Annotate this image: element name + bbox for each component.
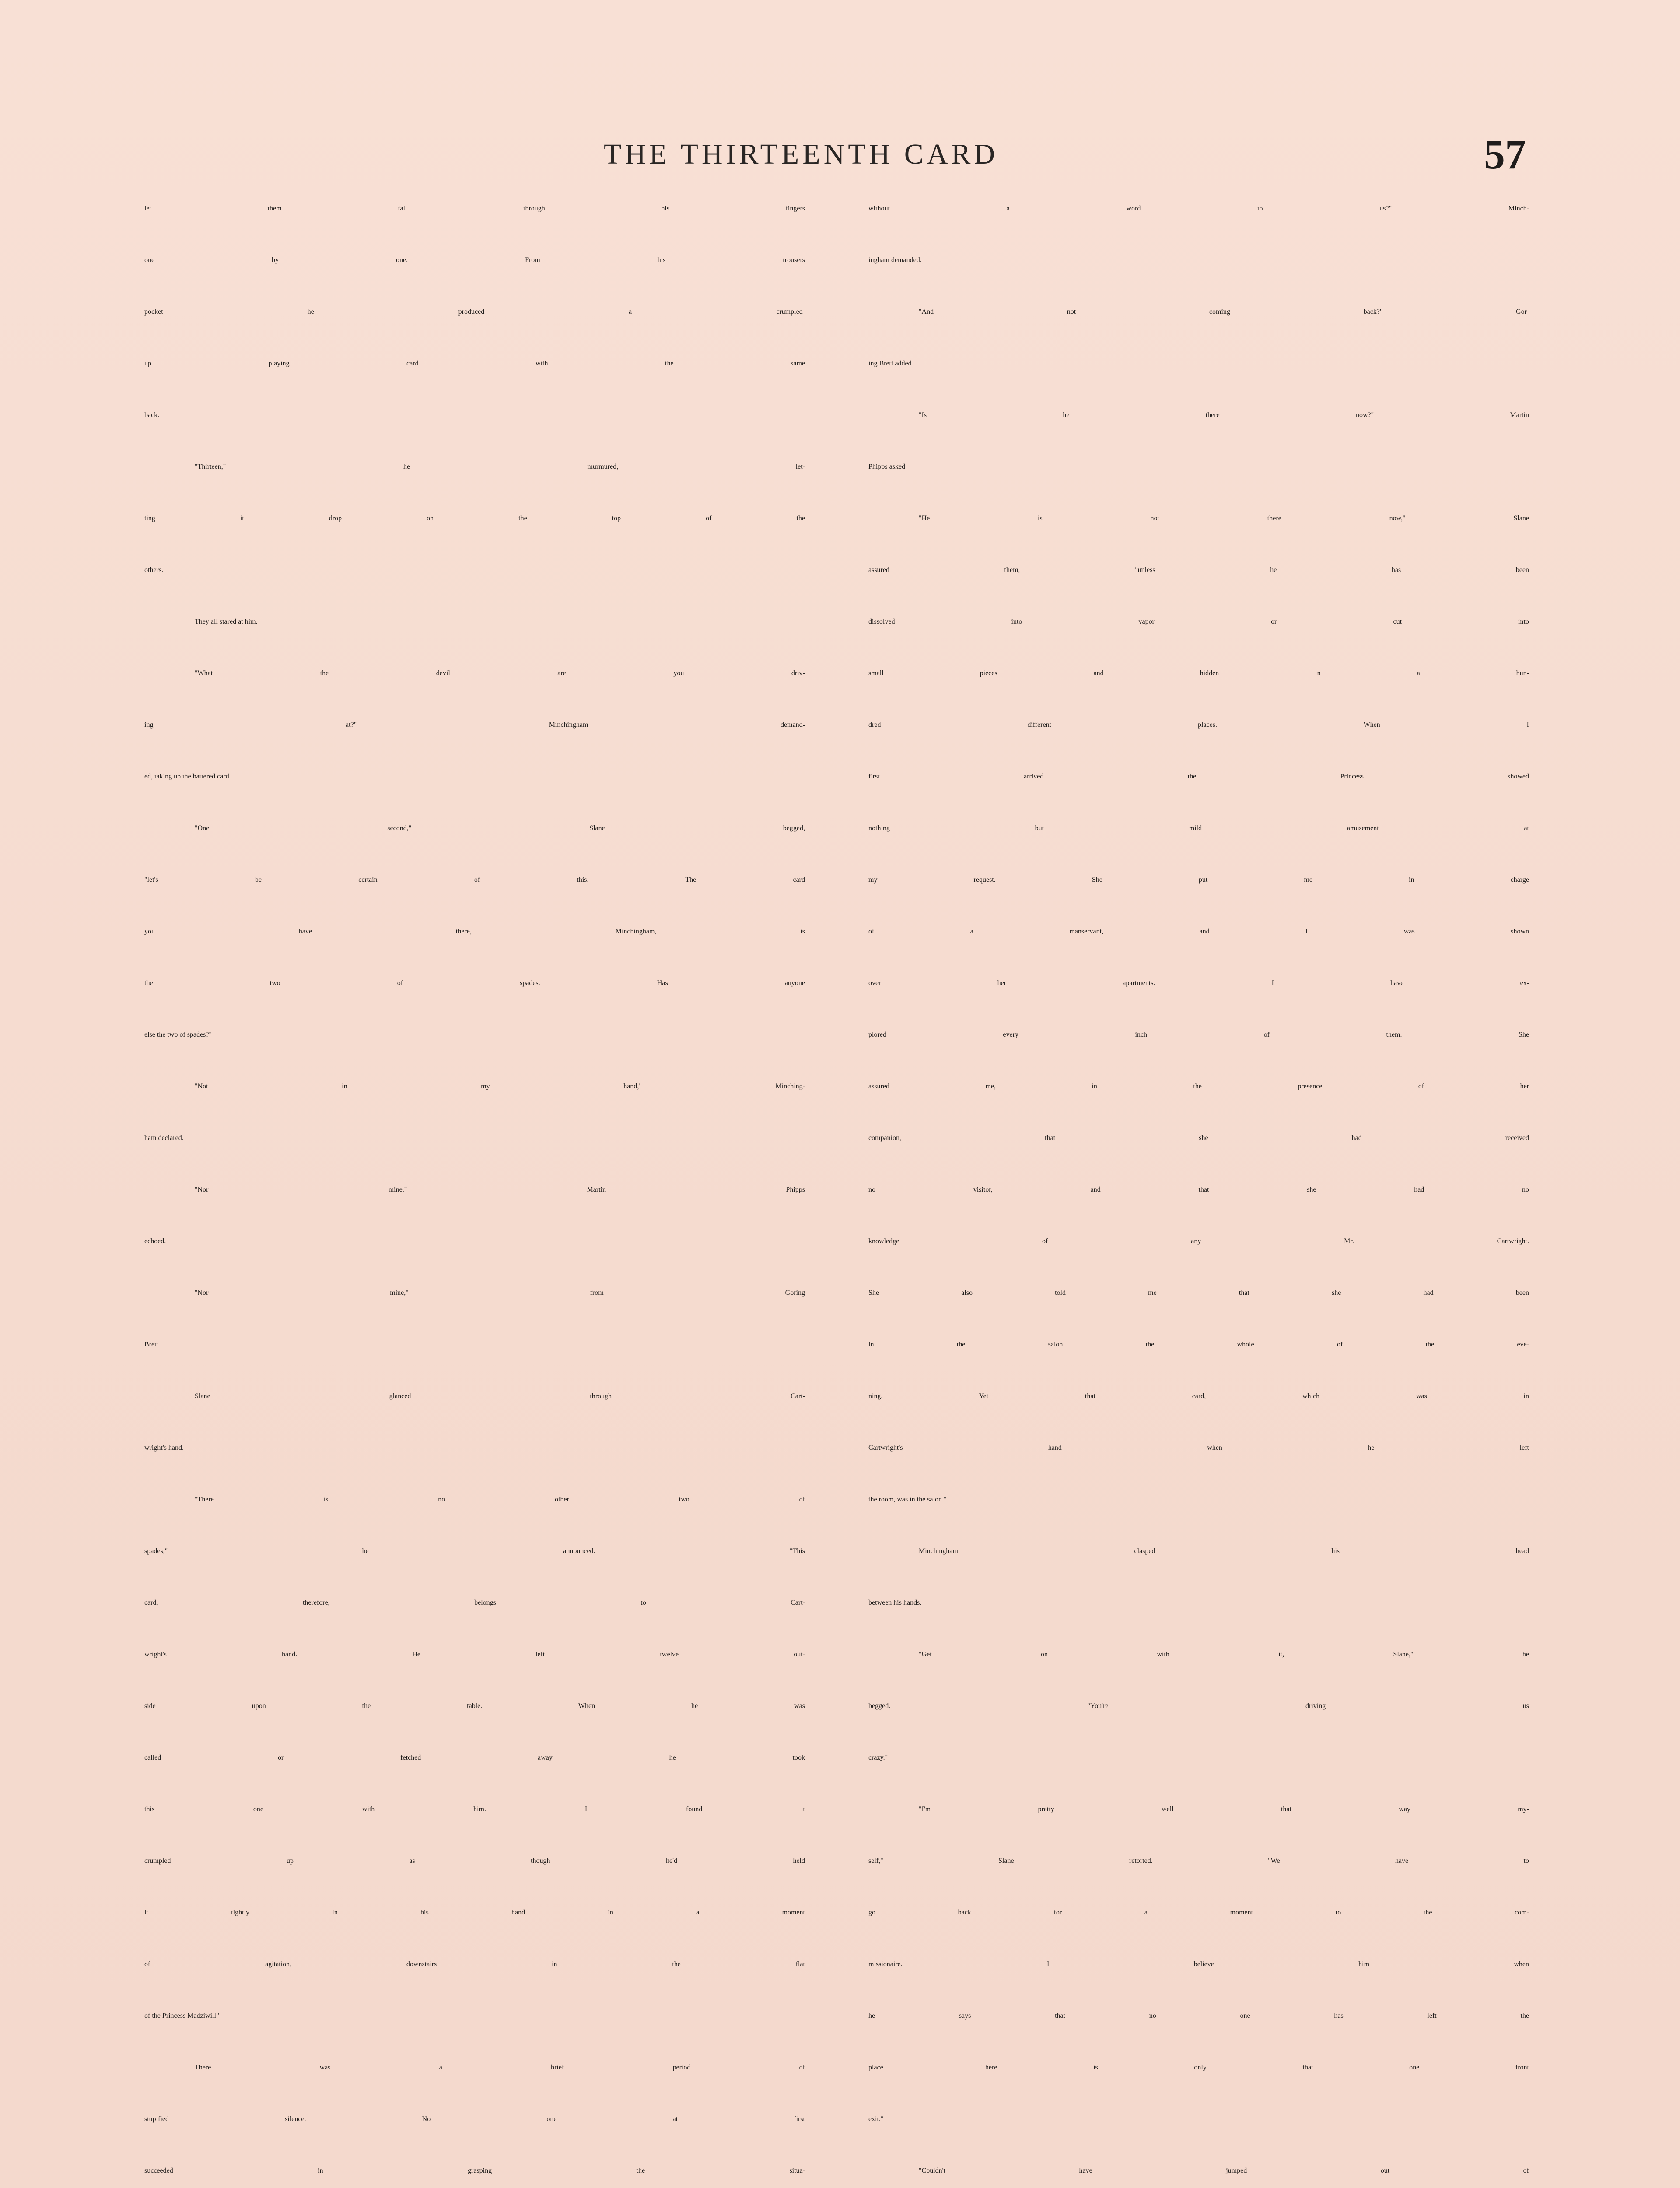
text-line: of agitation, downstairs in the flat (144, 1960, 805, 1968)
text-line: begged. "You're driving us (868, 1702, 1529, 1710)
text-line: knowledge of any Mr. Cartwright. (868, 1238, 1529, 1245)
text-line: There was a brief period of (195, 2064, 805, 2071)
text-line: "Couldn't have jumped out of (919, 2167, 1529, 2174)
right-text-column (868, 205, 1529, 2188)
text-line: without a word to us?" Minch- (868, 205, 1529, 212)
text-line: card, therefore, belongs to Cart- (144, 1599, 805, 1606)
text-line: "He is not there now," Slane (919, 515, 1529, 522)
text-line: side upon the table. When he was (144, 1702, 805, 1710)
text-line: "And not coming back?" Gor- (919, 308, 1529, 316)
text-line: this one with him. I found it (144, 1806, 805, 1813)
text-line: "let's be certain of this. The card (144, 876, 805, 884)
text-line: in the salon the whole of the eve- (868, 1341, 1529, 1348)
text-line: no visitor, and that she had no (868, 1186, 1529, 1193)
text-line: ning. Yet that card, which was in (868, 1392, 1529, 1400)
text-line: echoed. (144, 1238, 166, 1245)
text-line: my request. She put me in charge (868, 876, 1529, 884)
text-line: "Not in my hand," Minching- (195, 1083, 805, 1090)
text-line: spades," he announced. "This (144, 1547, 805, 1555)
text-line: called or fetched away he took (144, 1754, 805, 1761)
text-line: the two of spades. Has anyone (144, 979, 805, 987)
text-line: wright's hand. He left twelve out- (144, 1651, 805, 1658)
text-line: dissolved into vapor or cut into (868, 618, 1529, 625)
text-line: back. (144, 411, 160, 419)
text-line: "I'm pretty well that way my- (919, 1806, 1529, 1813)
text-line: assured them, "unless he has been (868, 566, 1529, 574)
text-line: you have there, Minchingham, is (144, 928, 805, 935)
text-line: between his hands. (868, 1599, 922, 1606)
text-line: ting it drop on the top of the (144, 515, 805, 522)
running-head (0, 133, 1680, 182)
text-line: others. (144, 566, 164, 574)
text-line: Phipps asked. (868, 463, 907, 470)
text-line: of a manservant, and I was shown (868, 928, 1529, 935)
text-line: "Thirteen," he murmured, let- (195, 463, 805, 470)
text-line: it tightly in his hand in a moment (144, 1909, 805, 1916)
text-line: "Get on with it, Slane," he (919, 1651, 1529, 1658)
text-line: one by one. From his trousers (144, 256, 805, 264)
text-line: ing at?" Minchingham demand- (144, 721, 805, 729)
text-line: go back for a moment to the com- (868, 1909, 1529, 1916)
running-title: THE THIRTEENTH CARD (604, 138, 999, 170)
text-line: first arrived the Princess showed (868, 773, 1529, 780)
text-line: She also told me that she had been (868, 1289, 1529, 1297)
text-line: nothing but mild amusement at (868, 824, 1529, 832)
text-line: ed, taking up the battered card. (144, 773, 231, 780)
text-line: wright's hand. (144, 1444, 184, 1452)
text-line: "Nor mine," from Goring (195, 1289, 805, 1297)
text-line: ing Brett added. (868, 360, 914, 367)
text-line: crumpled up as though he'd held (144, 1857, 805, 1865)
text-line: "What the devil are you driv- (195, 670, 805, 677)
text-line: stupified silence. No one at first (144, 2115, 805, 2123)
text-line: missionaire. I believe him when (868, 1960, 1529, 1968)
text-line: place. There is only that one front (868, 2064, 1529, 2071)
text-line: "Nor mine," Martin Phipps (195, 1186, 805, 1193)
text-line: he says that no one has left the (868, 2012, 1529, 2020)
text-line: plored every inch of them. She (868, 1031, 1529, 1038)
text-line: let them fall through his fingers (144, 205, 805, 212)
left-text-column (144, 205, 805, 2188)
text-line: crazy." (868, 1754, 888, 1761)
text-line: ham declared. (144, 1134, 184, 1142)
text-line: self," Slane retorted. "We have to (868, 1857, 1529, 1865)
text-line: ingham demanded. (868, 256, 922, 264)
text-line: pocket he produced a crumpled- (144, 308, 805, 316)
text-line: companion, that she had received (868, 1134, 1529, 1142)
text-line: Cartwright's hand when he left (868, 1444, 1529, 1452)
text-line: Minchingham clasped his head (919, 1547, 1529, 1555)
text-line: Brett. (144, 1341, 160, 1348)
page-number: 57 (1484, 131, 1526, 178)
text-line: up playing card with the same (144, 360, 805, 367)
text-line: dred different places. When I (868, 721, 1529, 729)
text-line: They all stared at him. (195, 618, 258, 625)
text-line: exit." (868, 2115, 884, 2123)
text-line: the room, was in the salon." (868, 1496, 947, 1503)
text-line: Slane glanced through Cart- (195, 1392, 805, 1400)
text-line: of the Princess Madziwill." (144, 2012, 221, 2020)
text-line: over her apartments. I have ex- (868, 979, 1529, 987)
text-line: small pieces and hidden in a hun- (868, 670, 1529, 677)
text-line: "There is no other two of (195, 1496, 805, 1503)
text-line: assured me, in the presence of her (868, 1083, 1529, 1090)
text-line: succeeded in grasping the situa- (144, 2167, 805, 2174)
text-line: "Is he there now?" Martin (919, 411, 1529, 419)
text-line: "One second," Slane begged, (195, 824, 805, 832)
text-line: else the two of spades?" (144, 1031, 212, 1038)
